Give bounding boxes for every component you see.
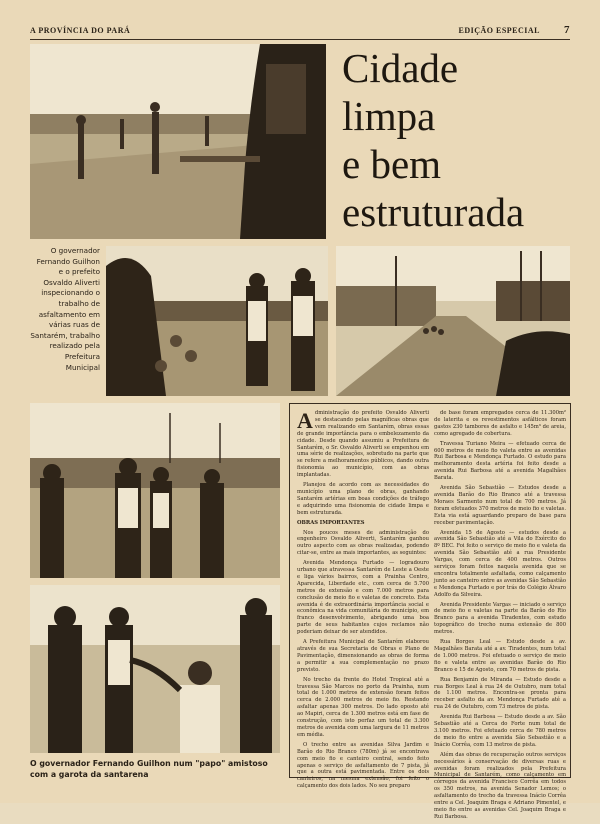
dropcap: A: [297, 408, 313, 433]
article-paragraph: Avenida Rui Barbosa — Estudo desde a av. São Sebastião até a Cerca do Forte num total de 3.100 metros. Foi efetuado cerca de 780 metros de meio fio entre a avenida São Sebastião e a Inácio Corrêa, com 13 metros de pista.: [434, 714, 566, 748]
article-paragraph: A Prefeitura Municipal de Santarém elaborou através de sua Secretaria de Obras e Plano de Pavimentação, dimensionando as obras de forma a permitir a sua complementação no prazo previsto.: [297, 639, 429, 673]
photo-asphalted-street: [336, 246, 570, 396]
headline-line-4: estruturada: [342, 189, 525, 235]
photo-officials-group: [30, 403, 280, 578]
article-paragraph: Avenida São Sebastião — Estudos desde a avenida Barão do Rio Branco até a travessa Moraes Sarmento num total de 700 metros. Já foram efetuados 370 metros de meio fio e valetas. Esta via está aguardando preparo de base para receber pavimentação.: [434, 485, 566, 526]
article-paragraph: Planejou de acordo com as necessidades do município uma plano de obras, ganhando Santarém artérias em boas condições de tráfego e adquirindo uma fisionomia de cidade limpa e bem estruturada.: [297, 482, 429, 516]
masthead: [30, 26, 570, 40]
article-paragraph: Avenida Mendonça Furtado — logradouro urbano que atravessa Santarém de Leste a Oeste e liga vários bairros, com a Prainha Centro, Aparecida, Liberdade etc., com cerca de 5.700 metros de extensão e com 7.000 metros para conclusão de meio fio e valetas de concreto. Esta avenida é de extraordinária importância social e econômica na vida comunitária do município, em franco desenvolvimento, abrigando uma boa parte de seus habitantes cujos reclamos não poderiam deixar de ser atendidos.: [297, 560, 429, 636]
side-caption: O governador Fernando Guilhon e o prefeito Osvaldo Aliverti inspecionando o trabalho de asfaltamento em várias ruas de Santarém, trabalho realizado pela Prefeitura Municipal: [30, 246, 100, 372]
article-paragraph: dministração do prefeito Osvaldo Aliverti se destacando pelas magníficas obras que vem realizando em Santarém, obras essas de grande importância para o embelezamento da cidade. Desde quando assumiu a Prefeitura de Santarém, o Sr. Osvaldo Aliverti se empenhou em uma série de realizações, sobretudo na parte que se refere a melhoramentos públicos, dando outra fisionomia ao município, com as obras implantadas.: [297, 410, 429, 479]
edition-label: EDIÇÃO ESPECIAL: [458, 26, 540, 35]
article-subheading: OBRAS IMPORTANTES: [297, 519, 365, 526]
article-paragraph: Rua Benjamin de Miranda — Estudo desde a rua Borges Leal à rua 24 de Outubro, num total de 1.100 metros. Encontra-se pronta para receber asfalto da av. Mendonça Furtado até a rua 24 de Outubro, com 73 metros de pista.: [434, 676, 566, 711]
article-paragraph: No trecho da frente do Hotel Tropical até a travessa São Marcos no porto da Prainha, num total de 1.000 metros de extensão foram feitos cerca de 2.000 metros de meio fio. Restando asfaltar apenas 300 metros. Do lado oposto até ao Mapiri, cerca de 1.300 metros está em fase de construção, com isto perfaz um total de 3.300 metros de avenida com uma largura de 11 metros em média.: [297, 676, 429, 738]
photo-governor-inspecting: [106, 246, 328, 396]
photo-street-workers: [30, 44, 326, 239]
article-paragraph: de base foram empregados cerca de 11.300m² de laterita e os revestimentos asfálticos foram gastos 230 tambores de asfalto e 145m³ de areia, como agregado de cobertura.: [434, 410, 566, 437]
bottom-caption: O governador Fernando Guilhon num "papo" amistoso com a garota da santarena: [30, 759, 268, 779]
article-paragraph: Nos poucos meses de administração do engenheiro Osvaldo Aliverti, Santarém ganhou outro aspecto com as obras realizadas, podendo citar-se, entre as mais importantes, as seguintes:: [297, 529, 429, 557]
paper-name: A PROVÍNCIA DO PARÁ: [30, 26, 131, 35]
article-paragraph: O trecho entre as avenidas Silva Jardim e Barão do Rio Branco (780m) já se encontrava com meio fio e canteiro central, sendo feito apenas o serviço de asfaltamento de 7 pista, já que a outra está pavimentada. Entre os dois canteiros, na mesma extensão, foi feito o calçamento dos dois lados. No seu preparo: [297, 741, 429, 790]
article-paragraph: Rua Borges Leal — Estudo desde a av. Magalhães Barata até a av. Tiradentes, num total de 1.000 metros. Foi efetuado o serviço de meio fio e valeta entre as avenidas Barão do Rio Branco e 15 de Agosto, com 70 metros de pista.: [434, 639, 566, 673]
headline-line-3: e bem: [342, 141, 442, 187]
article-column-1: [297, 410, 429, 793]
page-number: 7: [564, 24, 570, 36]
headline: [342, 44, 562, 236]
article-paragraph: Travessa Turiano Meira — efetuado cerca de 600 metros de meio fio valeta entre as avenidas Rui Barbosa e Mendonça Furtado. O estudo para melhoramento desta artéria foi feito desde a avenida Rui Barbosa até a avenida Magalhães Barata.: [434, 440, 566, 482]
headline-line-1: Cidade: [342, 45, 459, 91]
article-paragraph: Além das obras de recuperação outros serviços necessários à conservação de diversas ruas e avenidas foram realizados pela Prefeitura Municipal de Santarém, como calçamento em córregos da avenida Francisco Corrêa em todos os 350 metros, na avenida Senador Lemos; o asfaltamento do trecho da travessa Inácio Corrêa entre a Cel. Joaquim Braga e Adriano Pimentel, e meio fio entre as avenidas Cel. Joaquim Braga e Rui Barbosa.: [434, 751, 566, 820]
article-column-2: [434, 410, 566, 824]
masthead-rule: [30, 39, 570, 40]
article-paragraph: Avenida 15 de Agosto — estudos desde a avenida São Sebastião até a Vila do Exército do 8º BEC. Foi feito o serviço de meio fio e valeta da avenida São Sebastião até a rua Presidente Vargas, com cerca de 400 metros. Outros serviços foram feitos naquela avenida que se encontra totalmente asfaltada, como calçamento junto ao canteiro entre as avenidas São Sebastião e Mendonça Furtado e por trás do Colégio Álvaro Adolfo da Silveira.: [434, 529, 566, 598]
article-box: [289, 403, 571, 820]
headline-line-2: limpa: [342, 93, 436, 139]
article-paragraph: Avenida Presidente Vargas — iniciado o serviço de meio fio e valetas na parte da Barão do Rio Branco para a avenida Tiradentes, com estudo topográfico do trecho numa extensão de 800 metros.: [434, 601, 566, 636]
photo-governor-girl: [30, 585, 280, 753]
